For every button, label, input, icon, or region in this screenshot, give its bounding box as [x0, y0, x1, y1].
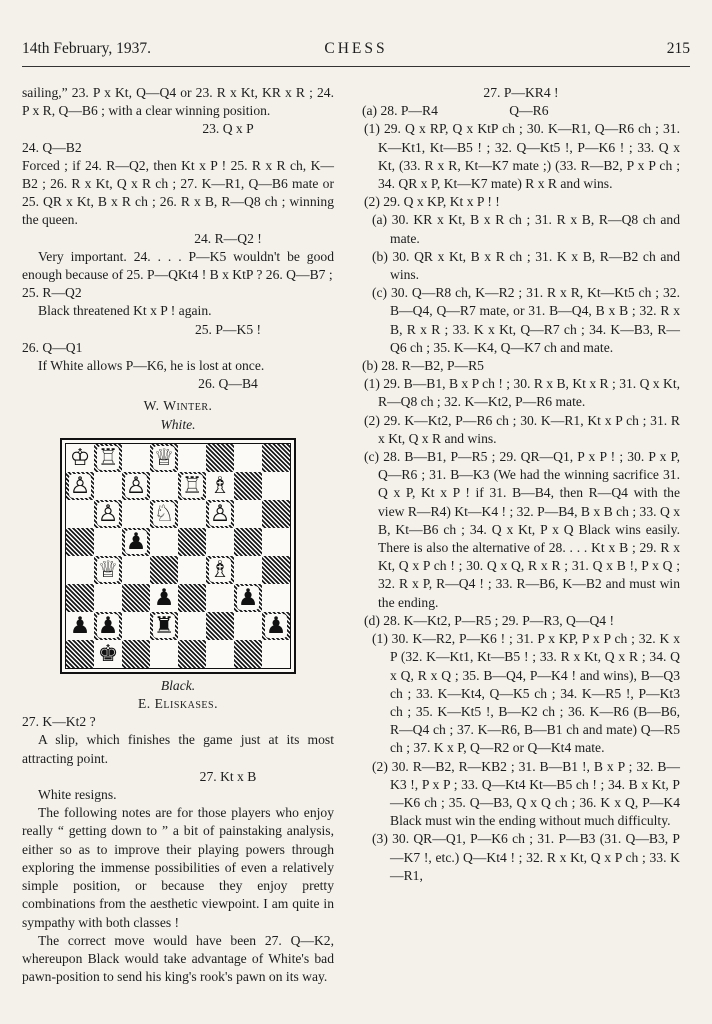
analysis-line: (d) 28. K—Kt2, P—R5 ; 29. P—R3, Q—Q4 ! [364, 612, 614, 628]
annotation-line: 27. Kt x B [199, 768, 257, 784]
white-knight-icon: ♘ [153, 500, 175, 527]
board-square [122, 444, 150, 472]
header-rule [22, 66, 690, 67]
board-square [150, 640, 178, 668]
board-square [178, 640, 206, 668]
analysis-line: (2) 30. R—B2, R—KB2 ; 31. B—B1 !, B x P ; 32. B—K3 !, P x P ; 33. Q—Kt4 Kt—B5 ch ! ; 34. B x Kt, P—K6 ch ; 35. Q—B3, Q x Q ch ; 36. K x Q, P—K4 Black must win the ending without much difficulty. [372, 758, 680, 829]
board-square [234, 472, 262, 500]
board-square [234, 612, 262, 640]
board-square [150, 612, 178, 640]
annotation-line: 24. R—Q2 ! [194, 230, 262, 246]
board-square [262, 556, 290, 584]
white-queen-icon: ♕ [153, 444, 175, 471]
board-square [206, 556, 234, 584]
annotation-line: 27. K—Kt2 ? [22, 714, 96, 730]
analysis-line: (2) 29. K—Kt2, P—R6 ch ; 30. K—R1, Kt x P ch ; 31. R x Kt, Q x R and wins. [364, 412, 680, 446]
board-square [150, 444, 178, 472]
board-square [178, 528, 206, 556]
board-square [262, 472, 290, 500]
board-square [262, 640, 290, 668]
annotation-line: 26. Q—B4 [198, 376, 258, 392]
journal-title: CHESS [324, 40, 388, 57]
board-square [178, 444, 206, 472]
board-square [66, 444, 94, 472]
board-square [262, 500, 290, 528]
board-square [150, 556, 178, 584]
black-pawn-icon: ♟ [97, 612, 119, 639]
board-square [122, 584, 150, 612]
board-square [150, 584, 178, 612]
analysis-line: (1) 30. K—R2, P—K6 ! ; 31. P x KP, P x P ch ; 32. K x P (32. K—Kt1, Kt—B5 ! ; 33. R x Kt, Q x R ; 34. Q x Q, R x Q ; 35. B—Q4, P—K4 ! and wins), B—Q3 ch ; 33. K—Kt4, Q—K5 ch ; 34. K—R5 !, P—Kt3 ch ; 35. K—Kt5 !, B—K2 ch ; 36. K—R6 (B—B6, R—Q4 ch ; 37. K—R6, B—B1 ch and mate) Q—R5 ch ; 37. K x P, Q—R2 or Q—Kt4 mate. [372, 631, 680, 756]
annotation-line: Very important. 24. . . . P—K5 wouldn't be good enough because of 25. P—QKt4 ! B x KtP ? 26. Q—B7 ; [22, 248, 334, 283]
board-square [122, 640, 150, 668]
page-number: 215 [666, 40, 690, 57]
black-rook-icon: ♜ [153, 612, 175, 639]
diagram-bottom-side: Black. [160, 677, 196, 693]
board-square [178, 472, 206, 500]
analysis-line: (b) 30. QR x Kt, B x R ch ; 31. K x B, R—B2 ch and wins. [372, 248, 680, 283]
annotation-line: The following notes are for those players who enjoy really “ getting down to ” a bit of painstaking analysis, either so as to improve their playing powers through exploring the immense possibilities of even a relatively simple position, or because they enjoy pretty combinations from the aesthetic viewpoint. I am quite in sympathy with both classes ! [22, 805, 334, 930]
black-pawn-icon: ♟ [69, 612, 91, 639]
white-queen-icon: ♕ [97, 556, 119, 583]
board-square [178, 584, 206, 612]
analysis-line: (a) 30. KR x Kt, B x R ch ; 31. R x B, R—Q8 ch and mate. [372, 212, 680, 246]
black-pawn-icon: ♟ [237, 584, 259, 611]
analysis-line: (a) 28. P—R4 Q—R6 [362, 103, 549, 119]
black-pawn-icon: ♟ [265, 612, 287, 639]
left-column-text [22, 84, 334, 393]
annotation-line: If White allows P—K6, he is lost at once. [38, 358, 265, 374]
black-king-icon: ♚ [97, 640, 119, 667]
board-square [234, 444, 262, 472]
annotation-line: The correct move would have been 27. Q—K2, whereupon Black would take advantage of White's bad pawn-position to send his king's rook's pawn on its way. [22, 932, 334, 985]
analysis-line: (b) 28. R—B2, P—R5 [362, 358, 484, 374]
board-square [206, 612, 234, 640]
issue-date: 14th February, 1937. [22, 40, 152, 57]
annotation-line: 25. R—Q2 [22, 285, 82, 301]
board-square [66, 556, 94, 584]
chess-board-grid [65, 443, 291, 669]
right-column [362, 84, 680, 885]
diagram-bottom-player: E. Eliskases. [138, 696, 218, 712]
analysis-line: (1) 29. B—B1, B x P ch ! ; 30. R x B, Kt x R ; 31. Q x Kt, R—Q8 ch ; 32. K—Kt2, P—R6 mate. [364, 376, 680, 410]
board-square [206, 528, 234, 556]
board-square [122, 612, 150, 640]
board-square [94, 584, 122, 612]
board-square [94, 640, 122, 668]
board-square [150, 472, 178, 500]
white-rook-icon: ♖ [181, 472, 203, 499]
black-pawn-icon: ♟ [125, 528, 147, 555]
board-square [178, 612, 206, 640]
board-square [66, 528, 94, 556]
board-square [206, 500, 234, 528]
white-bishop-icon: ♗ [209, 556, 231, 583]
board-square [262, 584, 290, 612]
board-square [122, 528, 150, 556]
board-square [262, 444, 290, 472]
analysis-line: 27. P—KR4 ! [483, 85, 559, 100]
board-square [262, 612, 290, 640]
board-square [206, 640, 234, 668]
annotation-line: White resigns. [38, 787, 117, 803]
white-pawn-icon: ♙ [69, 472, 91, 499]
board-square [66, 640, 94, 668]
analysis-line: (3) 30. QR—Q1, P—K6 ch ; 31. P—B3 (31. Q—B3, P—K7 !, etc.) Q—Kt4 ! ; 32. R x Kt, Q x P ch ; 33. K—R1, [372, 831, 680, 883]
board-square [234, 584, 262, 612]
board-square [94, 556, 122, 584]
annotation-line: 26. Q—Q1 [22, 339, 83, 355]
board-square [66, 472, 94, 500]
white-bishop-icon: ♗ [209, 472, 231, 499]
board-square [150, 528, 178, 556]
board-square [66, 500, 94, 528]
left-column-text-after [22, 713, 334, 986]
annotation-line: 24. Q—B2 [22, 139, 82, 155]
board-square [206, 584, 234, 612]
board-square [234, 528, 262, 556]
white-rook-icon: ♖ [97, 444, 119, 471]
annotation-line: Forced ; if 24. R—Q2, then Kt x P ! 25. R x R ch, K—B2 ; 26. R x Kt, Q x R ch ; 27. K—R1, Q—B6 mate or 25. QR x Kt, B x R ch ; 26. R x B, R—Q8 ch ; winning the queen. [22, 157, 334, 228]
board-square [234, 500, 262, 528]
white-pawn-icon: ♙ [97, 500, 119, 527]
board-square [206, 444, 234, 472]
annotation-line: sailing,” 23. P x Kt, Q—Q4 or 23. R x Kt, KR x R ; 24. P x R, Q—B6 ; with a clear winning position. [22, 85, 334, 119]
board-square [234, 640, 262, 668]
white-king-icon: ♔ [69, 444, 91, 471]
board-square [94, 472, 122, 500]
analysis-line: (1) 29. Q x RP, Q x KtP ch ; 30. K—R1, Q—R6 ch ; 31. K—Kt1, Kt—B5 ! ; 32. Q—Kt5 !, P—K6 ! ; 33. Q x Kt, (33. R x R, Kt—K7 mate ;) (33. R—B2, P x P ch ; 34. QR x P, Kt—K7 mate) R x R and wins. [364, 121, 680, 192]
chess-diagram [60, 438, 296, 674]
page-header [22, 40, 690, 64]
board-square [94, 500, 122, 528]
board-square [178, 500, 206, 528]
board-square [94, 612, 122, 640]
annotation-line: 25. P—K5 ! [194, 321, 262, 337]
board-square [178, 556, 206, 584]
diagram-top-side: White. [160, 416, 196, 432]
board-square [150, 500, 178, 528]
left-column [22, 84, 334, 986]
black-pawn-icon: ♟ [153, 584, 175, 611]
diagram-top-player: W. Winter. [143, 398, 213, 414]
white-pawn-icon: ♙ [125, 472, 147, 499]
analysis-line: (c) 30. Q—R8 ch, K—R2 ; 31. R x R, Kt—Kt5 ch ; 32. B—Q4, Q—R7 mate, or 31. B—Q4, B x B ; 32. R x B, R x R ; 33. K x Kt, Q—R7 ch ; 34. K—B3, R—Q6 ch ; 35. K—K4, Q—K7 ch and mate. [372, 285, 680, 355]
annotation-line: 23. Q x P [202, 121, 254, 137]
white-pawn-icon: ♙ [209, 500, 231, 527]
board-square [66, 584, 94, 612]
board-square [94, 444, 122, 472]
board-square [206, 472, 234, 500]
board-square [122, 472, 150, 500]
board-square [122, 500, 150, 528]
analysis-line: (2) 29. Q x KP, Kt x P ! ! [364, 194, 500, 210]
analysis-line: (c) 28. B—B1, P—R5 ; 29. QR—Q1, P x P ! ; 30. P x P, Q—R6 ; 31. B—K3 (We had the winning sacrifice 31. Q x P, Kt x P ! if 31. B—B4, then R—Q4 with the view R—R4) Kt—K4 ! ; 32. P—B4, B x B ch ; 33. Q x B, Kt—B6 ch ; 34. Q x Kt, P x Q Black wins easily. There is also the alternative of 28. . . . Kt x B ; 29. R x Kt, Q x P ch ! ; 30. Q x Q, R x R ; 31. Q x B !, P x Q ; 32. R x P, R—Q4 ! ; 33. R—B6, K—B2 and must win the ending. [364, 449, 680, 610]
board-square [122, 556, 150, 584]
annotation-line: A slip, which finishes the game just at its most attracting point. [22, 732, 334, 766]
board-square [94, 528, 122, 556]
board-square [262, 528, 290, 556]
board-square [66, 612, 94, 640]
annotation-line: Black threatened Kt x P ! again. [38, 303, 212, 319]
board-square [234, 556, 262, 584]
